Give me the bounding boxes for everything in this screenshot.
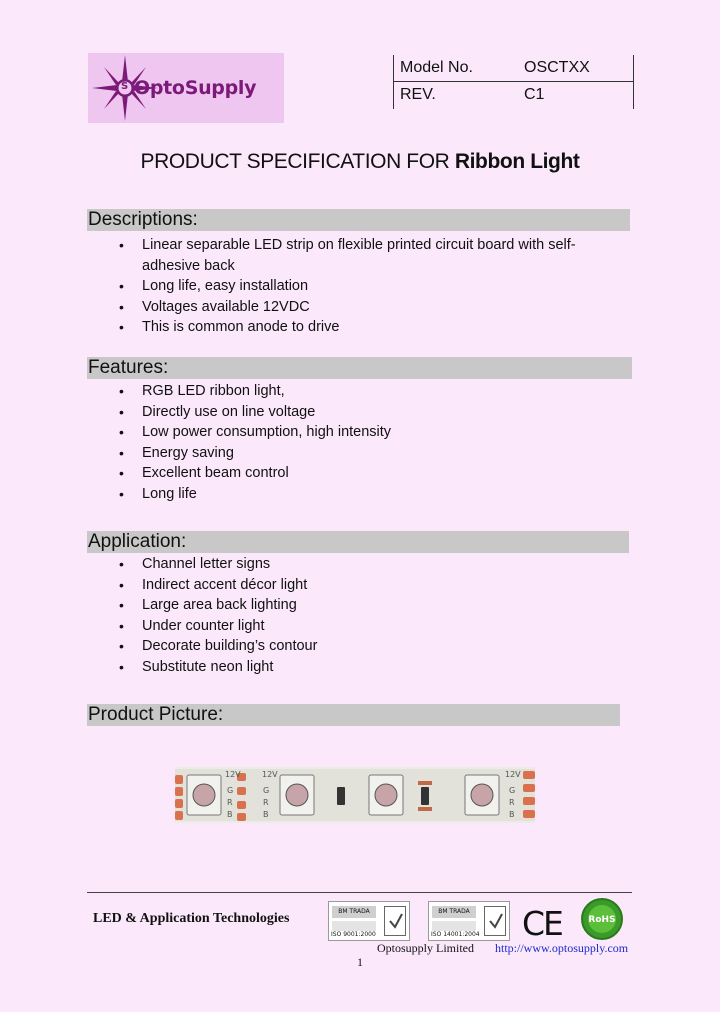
bullet-icon: • — [119, 465, 124, 481]
model-row — [394, 55, 633, 82]
rohs-badge-icon — [580, 897, 624, 941]
list-item: • Decorate building’s contour — [117, 636, 597, 657]
pad-label: B — [509, 810, 515, 819]
bullet-icon: • — [119, 237, 124, 253]
title-product-name: Ribbon Light — [454, 150, 580, 173]
footer-company: Optosupply Limited — [377, 941, 474, 955]
list-item: • Large area back lighting — [117, 595, 597, 616]
application-list — [117, 554, 597, 677]
bullet-icon: • — [119, 485, 124, 502]
bullet-icon: • — [119, 383, 124, 399]
list-item: • This is common anode to drive — [117, 317, 597, 338]
ce-mark-icon: CE — [522, 904, 562, 943]
list-item: • RGB LED ribbon light, — [117, 381, 597, 402]
pad-label: 12V — [505, 770, 521, 779]
cert-stripe — [332, 921, 376, 931]
application-heading: Application: — [87, 531, 629, 553]
list-item: • Substitute neon light — [117, 657, 597, 678]
pad-label: R — [263, 798, 269, 807]
revision-label: REV. — [400, 86, 436, 103]
model-label: Model No. — [400, 59, 473, 76]
bullet-icon: • — [119, 444, 124, 461]
pad-label: B — [227, 810, 233, 819]
bullet-icon: • — [119, 403, 124, 420]
list-item: • Low power consumption, high intensity — [117, 422, 597, 443]
model-info-table — [393, 55, 634, 109]
bullet-icon: • — [119, 556, 124, 572]
logo-text: OptoSupply — [134, 77, 257, 99]
pad-label: G — [263, 786, 270, 795]
bullet-icon: • — [119, 298, 124, 315]
footer-tagline: LED & Application Technologies — [93, 911, 290, 926]
list-item: • Long life, easy installation — [117, 276, 597, 297]
page-title — [0, 150, 720, 174]
pad-label: G — [227, 786, 234, 795]
features-heading: Features: — [87, 357, 632, 379]
checkmark-icon — [484, 906, 506, 936]
led-strip-photo — [175, 767, 535, 823]
checkmark-icon — [384, 906, 406, 936]
list-item: • Voltages available 12VDC — [117, 297, 597, 318]
features-list — [117, 381, 597, 504]
title-prefix: PRODUCT SPECIFICATION FOR — [140, 150, 455, 173]
led-strip-image — [175, 767, 535, 823]
bullet-icon: • — [119, 319, 124, 335]
bullet-icon: • — [119, 658, 124, 675]
cert-standard: ISO 9001:2000 — [331, 931, 376, 938]
bullet-icon: • — [119, 576, 124, 593]
model-value: OSCTXX — [524, 59, 590, 76]
logo-badge-letter: S — [121, 81, 129, 92]
list-item: • Excellent beam control — [117, 463, 597, 484]
footer-divider — [87, 892, 632, 893]
page-number: 1 — [357, 955, 363, 969]
bullet-icon: • — [119, 617, 124, 634]
descriptions-heading: Descriptions: — [87, 209, 630, 231]
pad-label: R — [509, 798, 515, 807]
list-item: • Indirect accent décor light — [117, 575, 597, 596]
bullet-icon: • — [119, 597, 124, 613]
footer-website-link[interactable]: http://www.optosupply.com — [495, 941, 629, 955]
list-item: • Under counter light — [117, 616, 597, 637]
cert-stripe — [432, 921, 476, 931]
cert-issuer: BM TRADA — [332, 906, 376, 918]
pad-label: B — [263, 810, 269, 819]
revision-row — [394, 82, 633, 109]
product-picture-heading: Product Picture: — [87, 704, 620, 726]
iso9001-cert-badge — [328, 901, 410, 941]
pad-label: G — [509, 786, 516, 795]
list-item: • Channel letter signs — [117, 554, 597, 575]
bullet-icon: • — [119, 424, 124, 440]
iso14001-cert-badge — [428, 901, 510, 941]
company-logo — [88, 53, 284, 123]
bullet-icon: • — [119, 278, 124, 294]
bullet-icon: • — [119, 638, 124, 654]
cert-issuer: BM TRADA — [432, 906, 476, 918]
list-item: • Linear separable LED strip on flexible printed circuit board with self- — [117, 235, 597, 256]
list-item: • Directly use on line voltage — [117, 402, 597, 423]
pad-label: 12V — [225, 770, 241, 779]
list-item-continuation: adhesive back — [142, 257, 235, 274]
pad-label: R — [227, 798, 233, 807]
cert-standard: ISO 14001:2004 — [431, 931, 480, 938]
descriptions-list — [117, 235, 597, 338]
list-item: • Long life — [117, 484, 597, 505]
revision-value: C1 — [524, 86, 545, 103]
pad-label: 12V — [262, 770, 278, 779]
rohs-label: RoHS — [588, 915, 616, 925]
list-item: • Energy saving — [117, 443, 597, 464]
